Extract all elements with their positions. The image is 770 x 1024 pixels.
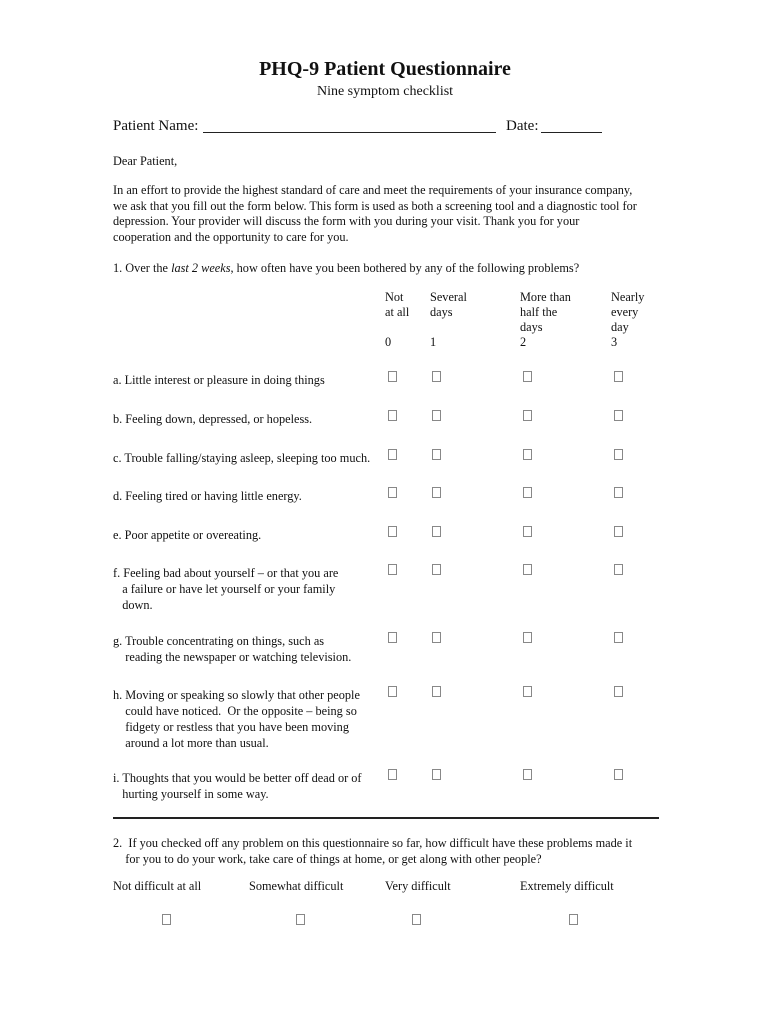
column-header-line: days — [520, 320, 543, 334]
difficulty-option-label: Not difficult at all — [113, 879, 202, 893]
frequency-checkbox[interactable] — [432, 686, 441, 697]
column-header-line: More than — [520, 290, 571, 304]
frequency-checkbox[interactable] — [388, 410, 397, 421]
frequency-checkbox[interactable] — [614, 526, 623, 537]
frequency-checkbox[interactable] — [614, 632, 623, 643]
column-header — [385, 290, 409, 320]
column-header — [611, 290, 644, 335]
column-header-line: Several — [430, 290, 467, 304]
date-field[interactable] — [541, 132, 602, 133]
symptom-line: a. Little interest or pleasure in doing things — [113, 373, 325, 387]
frequency-checkbox[interactable] — [523, 564, 532, 575]
frequency-checkbox[interactable] — [432, 526, 441, 537]
patient-name-label: Patient Name: — [113, 118, 199, 134]
page-title: PHQ-9 Patient Questionnaire — [259, 58, 511, 80]
frequency-checkbox[interactable] — [388, 449, 397, 460]
difficulty-option-label: Very difficult — [385, 879, 451, 893]
difficulty-option-label: Somewhat difficult — [249, 879, 344, 893]
column-header-line: Nearly — [611, 290, 645, 304]
difficulty-checkbox[interactable] — [296, 914, 305, 925]
symptom-line: down. — [113, 598, 153, 612]
frequency-checkbox[interactable] — [388, 769, 397, 780]
column-header-line: Not — [385, 290, 404, 304]
frequency-checkbox[interactable] — [523, 526, 532, 537]
symptom-line: g. Trouble concentrating on things, such as — [113, 634, 325, 648]
intro-line: In an effort to provide the highest standard of care and meet the requirements of your insurance company, — [113, 183, 633, 197]
symptom-item — [113, 450, 370, 466]
question-1-prompt — [113, 261, 579, 277]
frequency-checkbox[interactable] — [614, 487, 623, 498]
frequency-checkbox[interactable] — [388, 632, 397, 643]
symptom-item — [113, 565, 338, 613]
symptom-line: fidgety or restless that you have been moving — [113, 720, 349, 734]
frequency-checkbox[interactable] — [523, 410, 532, 421]
frequency-checkbox[interactable] — [388, 371, 397, 382]
symptom-line: d. Feeling tired or having little energy. — [113, 489, 302, 503]
patient-name-field[interactable] — [203, 132, 496, 133]
date-label: Date: — [506, 118, 539, 134]
symptom-line: b. Feeling down, depressed, or hopeless. — [113, 412, 313, 426]
frequency-checkbox[interactable] — [432, 632, 441, 643]
symptom-line: e. Poor appetite or overeating. — [113, 528, 262, 542]
difficulty-checkbox[interactable] — [162, 914, 171, 925]
frequency-checkbox[interactable] — [523, 769, 532, 780]
symptom-line: f. Feeling bad about yourself – or that you are — [113, 566, 339, 580]
difficulty-option-label: Extremely difficult — [520, 879, 614, 893]
frequency-checkbox[interactable] — [614, 449, 623, 460]
symptom-item — [113, 411, 312, 427]
column-header-line: days — [430, 305, 453, 319]
symptom-line: c. Trouble falling/staying asleep, sleeping too much. — [113, 451, 371, 465]
column-score: 1 — [430, 335, 437, 349]
symptom-line: around a lot more than usual. — [113, 736, 269, 750]
question-2-line: 2. If you checked off any problem on this questionnaire so far, how difficult have these problems made it — [113, 836, 633, 850]
question-2-line: for you to do your work, take care of things at home, or get along with other people? — [113, 851, 542, 866]
frequency-checkbox[interactable] — [614, 769, 623, 780]
frequency-checkbox[interactable] — [523, 632, 532, 643]
frequency-checkbox[interactable] — [614, 410, 623, 421]
frequency-checkbox[interactable] — [614, 686, 623, 697]
greeting: Dear Patient, — [113, 154, 178, 168]
difficulty-checkbox[interactable] — [569, 914, 578, 925]
question-2-prompt — [113, 836, 663, 867]
frequency-checkbox[interactable] — [388, 564, 397, 575]
frequency-checkbox[interactable] — [432, 449, 441, 460]
page-subtitle: Nine symptom checklist — [316, 84, 454, 99]
symptom-item — [113, 770, 362, 802]
difficulty-checkbox[interactable] — [412, 914, 421, 925]
question-1-number: 1. Over the — [113, 261, 168, 275]
symptom-line: hurting yourself in some way. — [113, 787, 269, 801]
symptom-line: reading the newspaper or watching television. — [113, 650, 352, 664]
symptom-item — [113, 687, 360, 751]
frequency-checkbox[interactable] — [388, 686, 397, 697]
symptom-item — [113, 633, 351, 665]
frequency-checkbox[interactable] — [432, 371, 441, 382]
column-header-line: every — [611, 305, 639, 319]
frequency-checkbox[interactable] — [388, 526, 397, 537]
symptom-line: a failure or have let yourself or your family — [113, 582, 336, 596]
question-1-rest: , how often have you been bothered by any of the following problems? — [230, 261, 580, 275]
frequency-checkbox[interactable] — [614, 564, 623, 575]
frequency-checkbox[interactable] — [523, 487, 532, 498]
column-header-line: at all — [385, 305, 410, 319]
column-score: 3 — [611, 335, 618, 349]
frequency-checkbox[interactable] — [432, 487, 441, 498]
frequency-checkbox[interactable] — [432, 564, 441, 575]
column-score: 2 — [520, 335, 527, 349]
frequency-checkbox[interactable] — [432, 769, 441, 780]
symptom-line: h. Moving or speaking so slowly that other people — [113, 688, 360, 702]
frequency-checkbox[interactable] — [614, 371, 623, 382]
symptom-line: could have noticed. Or the opposite – being so — [113, 704, 357, 718]
intro-line: cooperation and the opportunity to care for you. — [113, 229, 349, 244]
symptom-line: i. Thoughts that you would be better off dead or of — [113, 771, 362, 785]
question-1-emphasis: last 2 weeks — [171, 261, 231, 275]
frequency-checkbox[interactable] — [523, 686, 532, 697]
intro-line: depression. Your provider will discuss the form with you during your visit. Thank you for your — [113, 214, 580, 228]
intro-paragraph — [113, 183, 661, 245]
column-score: 0 — [385, 335, 392, 349]
frequency-checkbox[interactable] — [523, 449, 532, 460]
section-divider — [113, 817, 659, 819]
symptom-item — [113, 372, 325, 388]
symptom-item — [113, 488, 302, 504]
column-header — [430, 290, 467, 320]
column-header-line: half the — [520, 305, 558, 319]
intro-line: we ask that you fill out the form below. This form is used as both a screening tool and a diagnostic tool for — [113, 198, 637, 213]
symptom-item — [113, 527, 261, 543]
frequency-checkbox[interactable] — [432, 410, 441, 421]
column-header-line: day — [611, 320, 629, 334]
frequency-checkbox[interactable] — [523, 371, 532, 382]
column-header — [520, 290, 571, 335]
frequency-checkbox[interactable] — [388, 487, 397, 498]
